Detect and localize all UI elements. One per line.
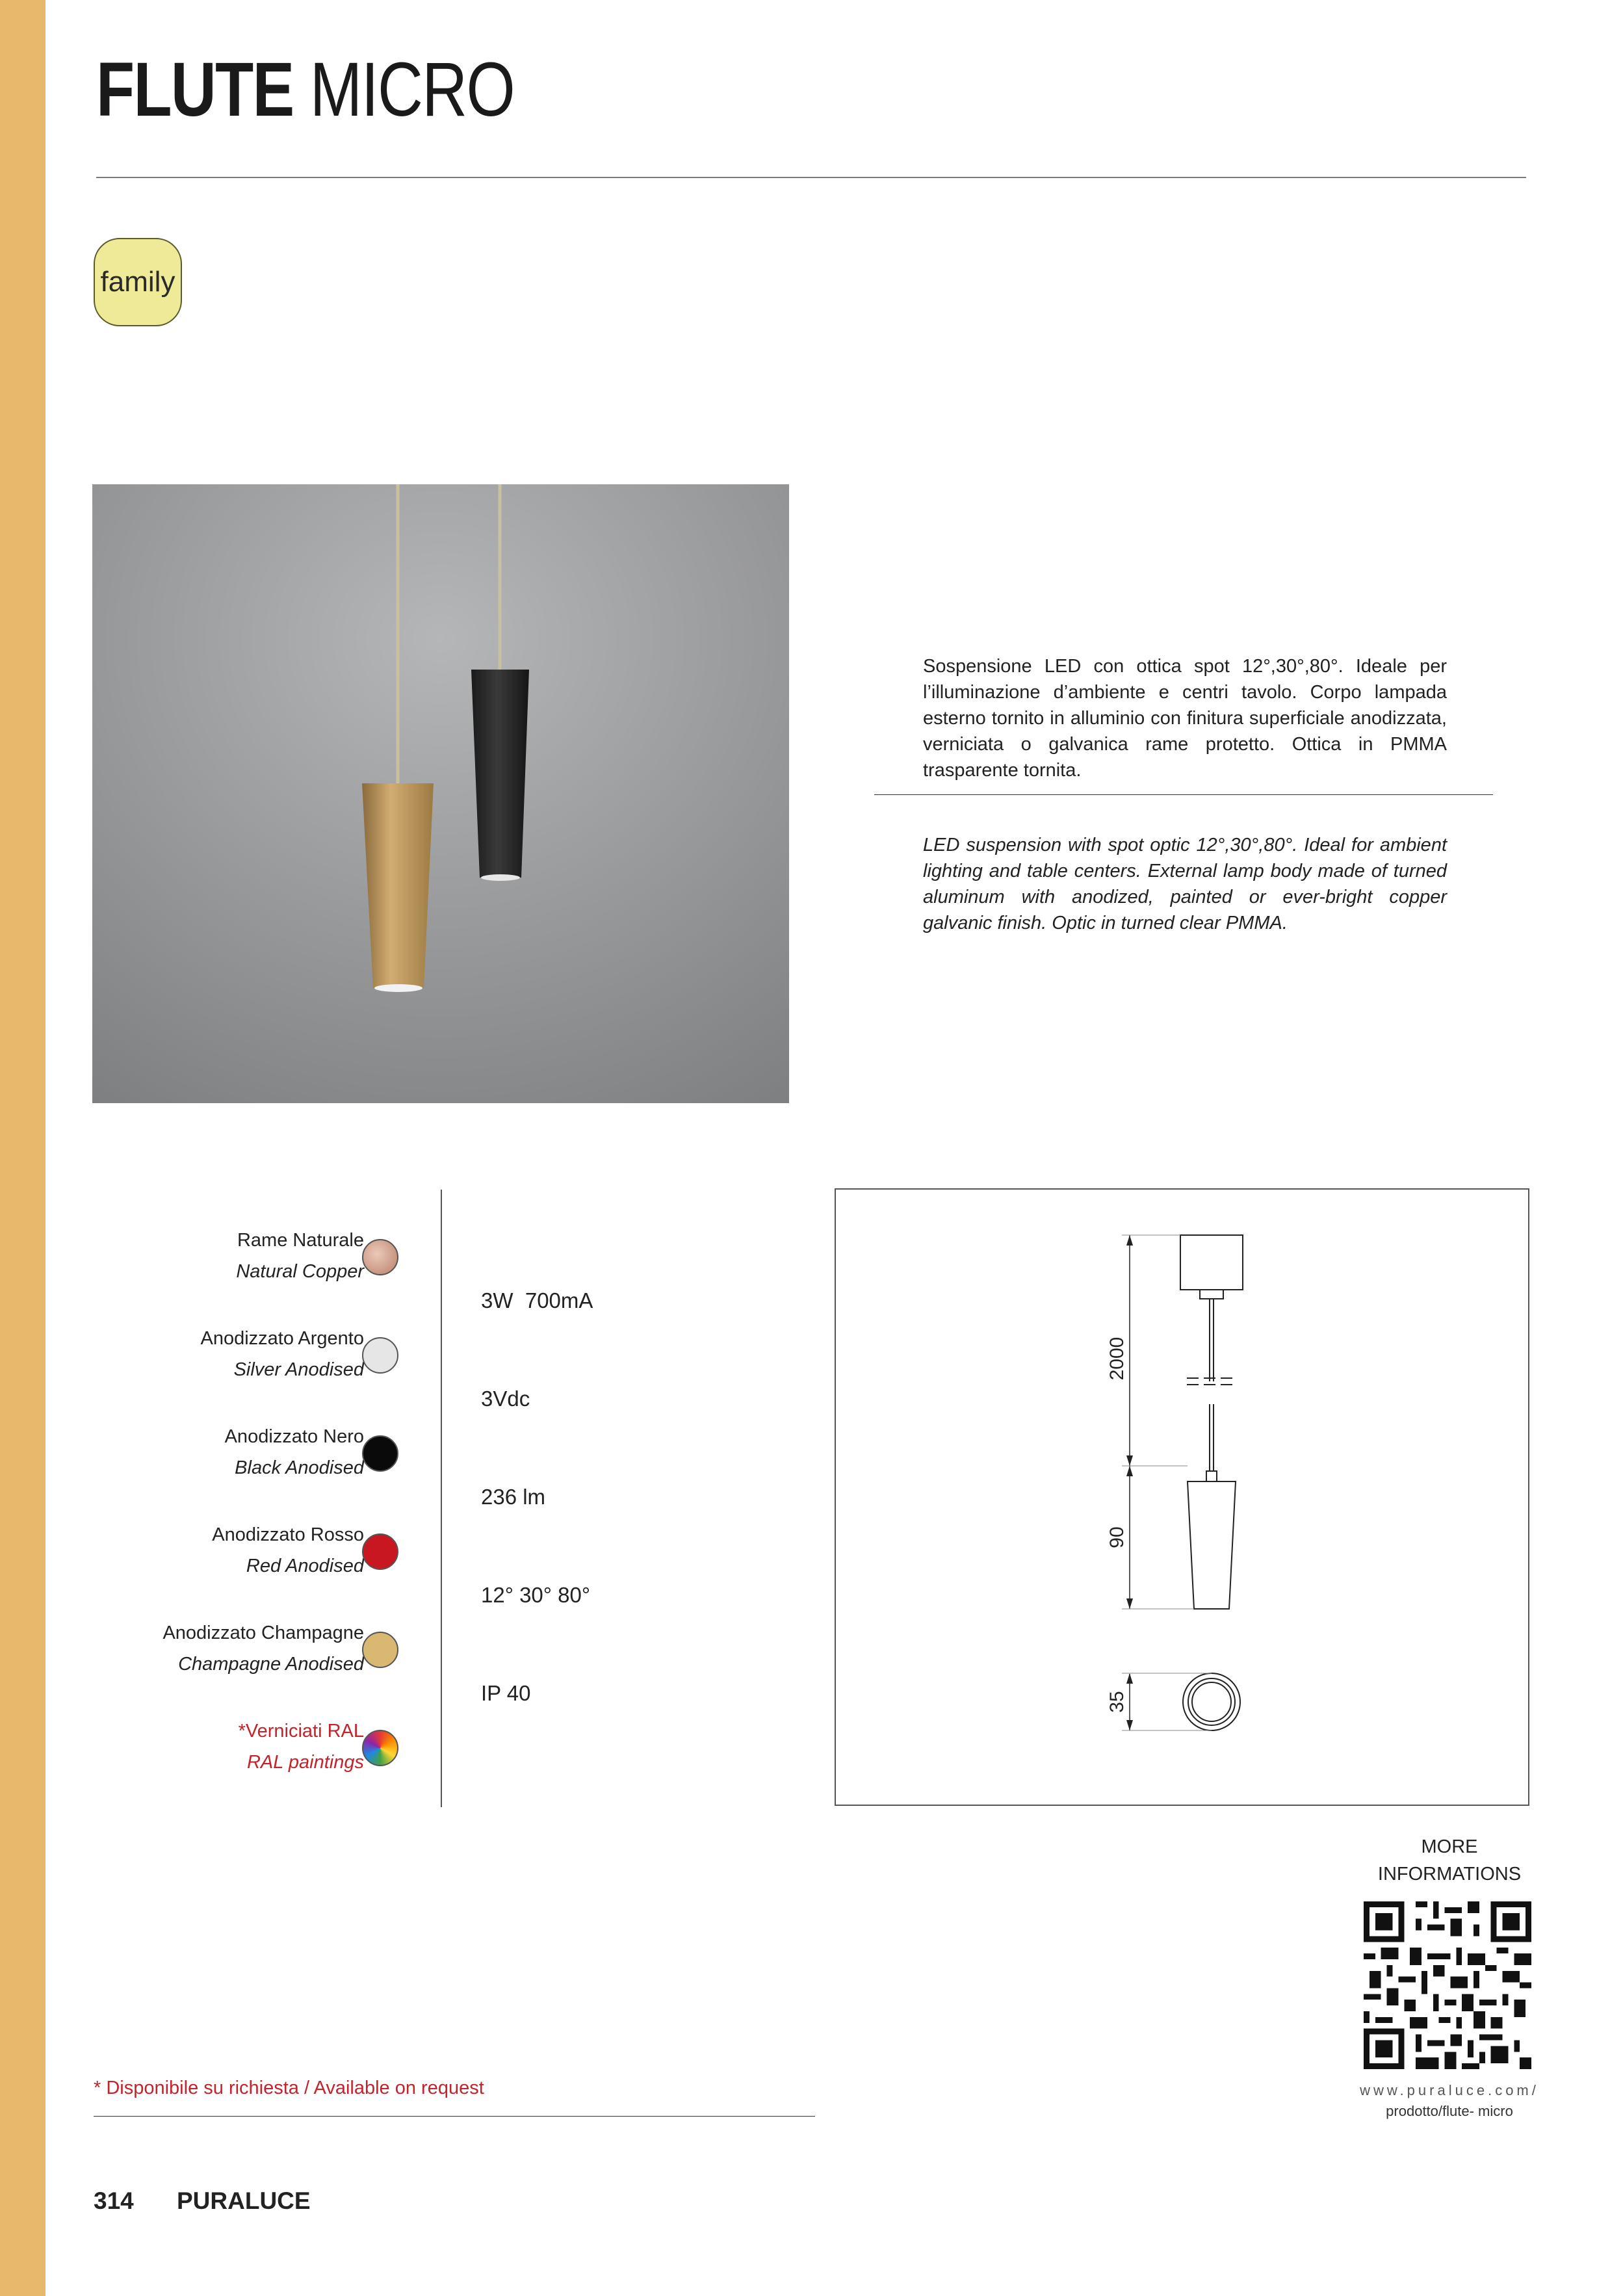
family-badge: [94, 238, 182, 326]
finish-swatch-silver: [362, 1337, 398, 1374]
finish-swatch-black: [362, 1435, 398, 1472]
product-photo: [92, 484, 789, 1103]
availability-footnote: * Disponibile su richiesta / Available on request: [94, 2078, 484, 2098]
description-italian: Sospensione LED con ottica spot 12°,30°,80°. Ideale per l’illuminazione d’ambiente e centri tavolo. Corpo lampada esterno tornito in alluminio con finitura superficiale anodizzata, verniciata o galvanica rame protetto. Ottica in PMMA trasparente tornita.: [923, 656, 1447, 781]
more-info-line2: INFORMATIONS: [1377, 1864, 1522, 1885]
finish-item: [0, 1323, 364, 1385]
finish-name-it: Rame Naturale: [237, 1230, 364, 1251]
finish-name-it: *Verniciati RAL: [238, 1721, 364, 1742]
finish-name-en: Champagne Anodised: [178, 1654, 364, 1675]
sidebar-accent-bar: [0, 0, 45, 2296]
family-badge-label: family: [100, 266, 175, 298]
finish-item: [0, 1715, 364, 1778]
page-title: [96, 44, 514, 135]
finish-name-it: Anodizzato Nero: [224, 1426, 364, 1447]
dimension-cable-length: 2000: [1106, 1337, 1128, 1381]
more-info-label: [1358, 1833, 1540, 1888]
specs-divider: [441, 1190, 442, 1807]
title-light: MICRO: [309, 47, 515, 133]
finish-name-it: Anodizzato Rosso: [212, 1524, 364, 1545]
title-bold: FLUTE: [96, 47, 294, 133]
footnote-divider: [94, 2116, 815, 2117]
description-english: LED suspension with spot optic 12°,30°,80°. Ideal for ambient lighting and table centers. External lamp body made of turned aluminum with anodized, painted or ever-bright copper galvanic finish. Optic in turned clear PMMA.: [923, 835, 1447, 933]
finish-swatch-ral: [362, 1730, 398, 1766]
more-info-line1: MORE: [1421, 1836, 1478, 1857]
finish-name-en: RAL paintings: [246, 1752, 364, 1773]
dimension-diameter: 35: [1106, 1691, 1128, 1713]
finish-name-en: Silver Anodised: [233, 1359, 364, 1380]
finish-item: [0, 1519, 364, 1582]
finish-name-en: Red Anodised: [246, 1556, 364, 1576]
spec-voltage: 3Vdc: [481, 1387, 530, 1411]
spec-power: 3W 700mA: [481, 1288, 593, 1312]
finish-swatch-copper: [362, 1239, 398, 1275]
page-number: 314: [94, 2187, 134, 2214]
finish-item: [0, 1421, 364, 1483]
finish-swatch-champagne: [362, 1632, 398, 1668]
finish-swatch-red: [362, 1533, 398, 1570]
finish-item: [0, 1617, 364, 1680]
dimension-body-height: 90: [1106, 1526, 1128, 1548]
finish-item: [0, 1225, 364, 1287]
description-divider: [874, 794, 1493, 795]
finish-name-en: Black Anodised: [235, 1457, 364, 1478]
title-divider: [96, 177, 1526, 178]
product-url-line1[interactable]: www.puraluce.com/: [1360, 2082, 1539, 2098]
product-url-line2[interactable]: prodotto/flute- micro: [1386, 2103, 1513, 2119]
qr-code[interactable]: [1364, 1901, 1531, 2069]
finish-name-it: Anodizzato Champagne: [162, 1623, 364, 1643]
spec-ip-rating: IP 40: [481, 1681, 531, 1705]
spec-beam-angles: 12° 30° 80°: [481, 1583, 591, 1607]
finish-name-en: Natural Copper: [236, 1261, 364, 1282]
brand-name: PURALUCE: [177, 2187, 311, 2214]
technical-drawing: [835, 1188, 1529, 1806]
spec-lumen: 236 lm: [481, 1485, 546, 1509]
finish-name-it: Anodizzato Argento: [200, 1328, 364, 1349]
